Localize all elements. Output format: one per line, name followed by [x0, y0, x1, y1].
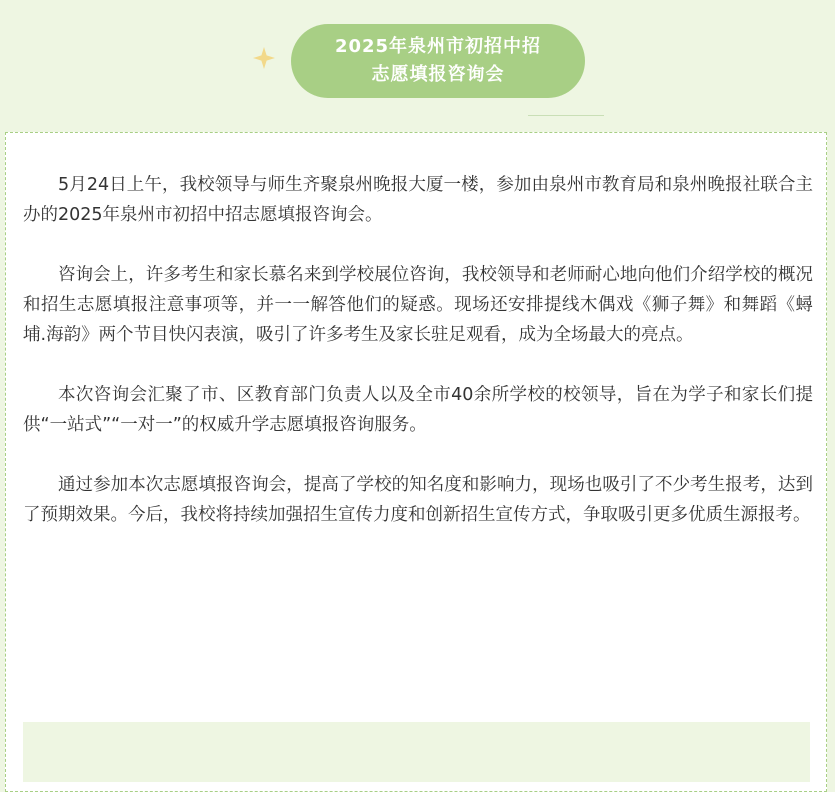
star-icon	[252, 46, 276, 70]
article-paragraph-3: 本次咨询会汇聚了市、区教育部门负责人以及全市40余所学校的校领导，旨在为学子和家长们提供“一站式”“一对一”的权威升学志愿填报咨询服务。	[23, 385, 813, 435]
page-title-line-1: 2025年泉州市初招中招	[334, 36, 542, 57]
article-paragraph-1: 5月24日上午，我校领导与师生齐聚泉州晚报大厦一楼，参加由泉州市教育局和泉州晚报社联合主办的2025年泉州市初招中招志愿填报咨询会。	[23, 175, 813, 225]
article-paragraph-4: 通过参加本次志愿填报咨询会，提高了学校的知名度和影响力，现场也吸引了不少考生报考，达到了预期效果。今后，我校将持续加强招生宣传力度和创新招生宣传方式，争取吸引更多优质生源报考。	[23, 475, 813, 525]
decorative-divider	[528, 115, 604, 116]
page-title-line-2: 志愿填报咨询会	[371, 64, 505, 85]
title-pill	[291, 24, 585, 98]
header-banner	[0, 0, 835, 132]
footer-highlight-box	[23, 722, 810, 782]
article-body	[23, 170, 813, 560]
article-paragraph-2: 咨询会上，许多考生和家长慕名来到学校展位咨询，我校领导和老师耐心地向他们介绍学校的概况和招生志愿填报注意事项等，并一一解答他们的疑惑。现场还安排提线木偶戏《狮子舞》和舞蹈《蟳埔.海韵》两个节目快闪表演，吸引了许多考生及家长驻足观看，成为全场最大的亮点。	[23, 265, 813, 345]
